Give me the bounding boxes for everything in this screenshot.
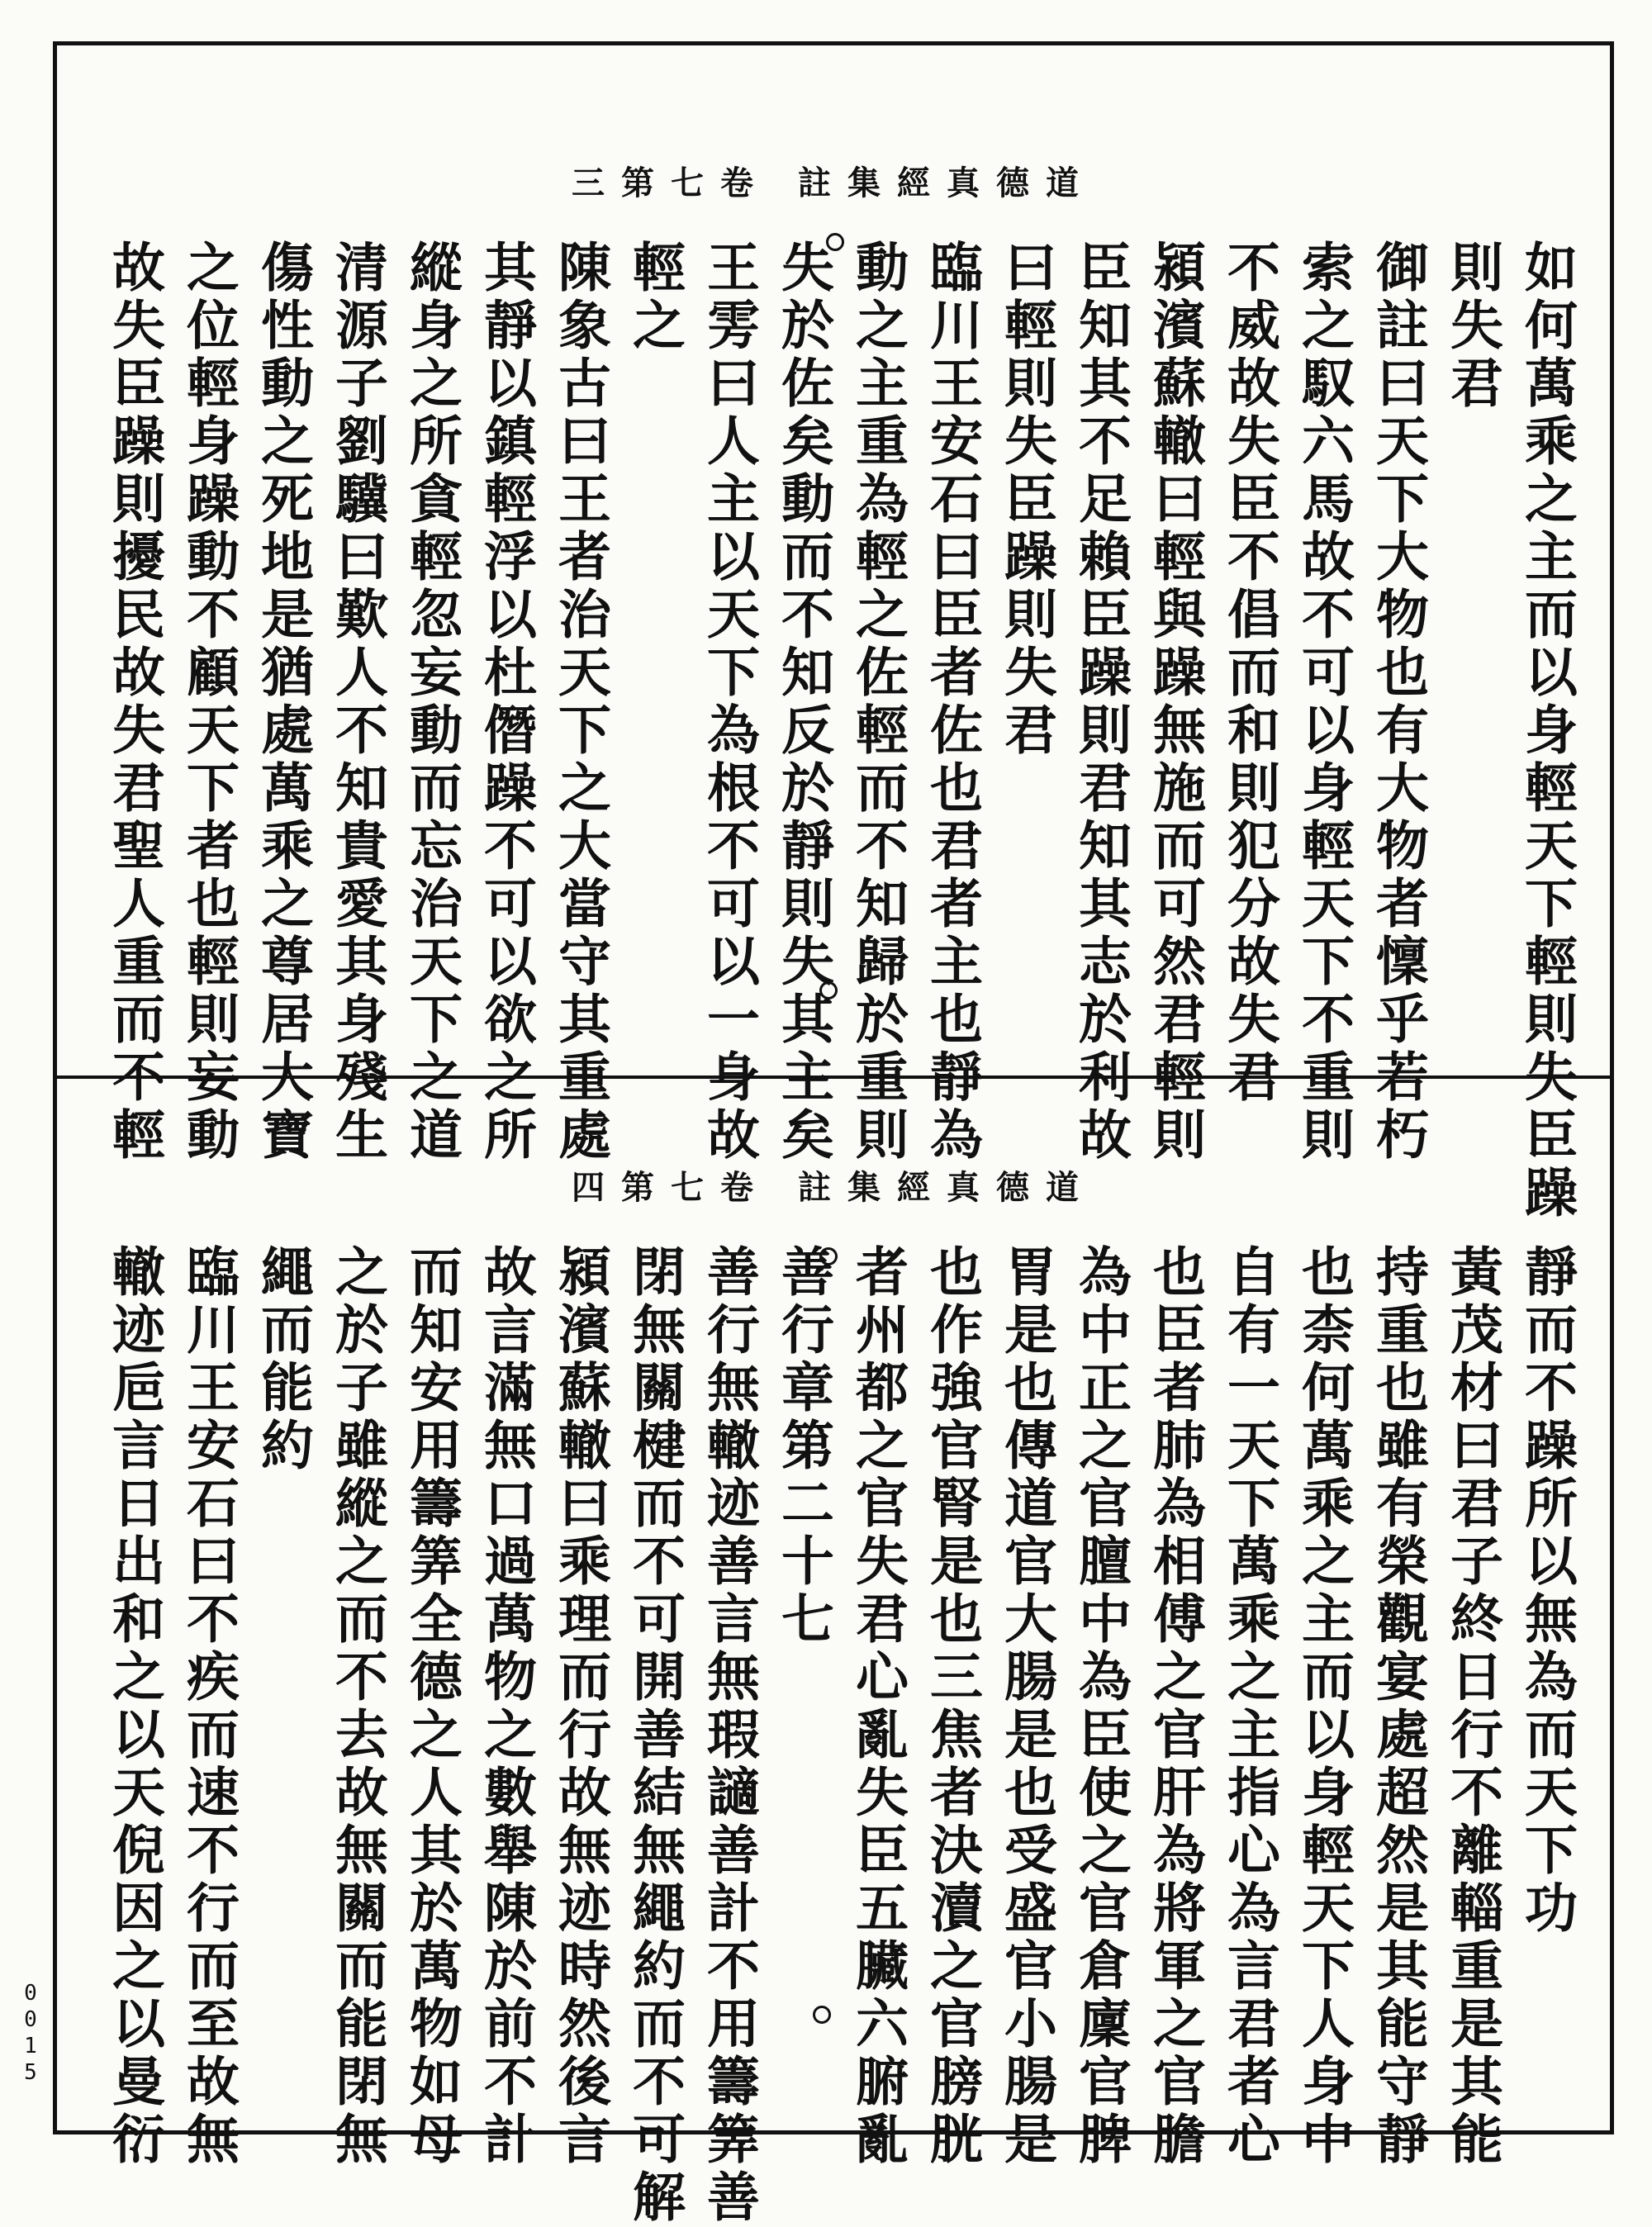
bottom-text-column: 胃是也傳道官大腸是也受盛官小腸是 xyxy=(995,1244,1057,2169)
page-number: 0015 xyxy=(18,1981,43,2087)
bottom-text-column: 靜而不躁所以無為而天下功 xyxy=(1516,1244,1578,1938)
bottom-text-column: 善行章第二十七 xyxy=(772,1244,834,1649)
punctuation-circle xyxy=(813,2006,831,2024)
bottom-text-column: 潁濱蘇轍曰乘理而行故無迹時然後言 xyxy=(549,1244,611,2169)
top-text-column: 曰輕則失臣躁則失君 xyxy=(995,240,1057,760)
bottom-text-column: 故言滿無口過萬物之數舉陳於前不計 xyxy=(475,1244,537,2169)
bottom-text-column: 也作強官腎是也三焦者決瀆之官膀胱 xyxy=(921,1244,983,2169)
bottom-text-column: 也柰何萬乘之主而以身輕天下人身中 xyxy=(1293,1244,1355,2169)
bottom-text-column: 繩而能約 xyxy=(252,1244,314,1475)
top-text-column: 潁濱蘇轍曰輕與躁無施而可然君輕則 xyxy=(1144,240,1206,1165)
top-text-column: 王雱曰人主以天下為根不可以一身故 xyxy=(698,240,760,1165)
bottom-text-column: 而知安用籌筭全德之人其於萬物如母 xyxy=(401,1244,463,2169)
top-text-column: 御註曰天下大物也有大物者懍乎若朽 xyxy=(1367,240,1429,1165)
top-text-column: 其靜以鎮輕浮以杜僭躁不可以欲之所 xyxy=(475,240,537,1165)
bottom-text-column: 持重也雖有榮觀宴處超然是其能守靜 xyxy=(1367,1244,1429,2169)
top-text-column: 如何萬乘之主而以身輕天下輕則失臣躁 xyxy=(1516,240,1578,1223)
top-text-column: 縱身之所貪輕忽妄動而忘治天下之道 xyxy=(401,240,463,1165)
top-text-column: 臣知其不足賴臣躁則君知其志於利故 xyxy=(1070,240,1132,1165)
top-text-column: 則失君 xyxy=(1441,240,1503,413)
punctuation-circle xyxy=(819,1247,838,1265)
bottom-text-column: 善行無轍迹善言無瑕讁善計不用籌筭善 xyxy=(698,1244,760,2227)
top-text-column: 故失臣躁則擾民故失君聖人重而不輕 xyxy=(103,240,165,1165)
top-text-column: 陳象古曰王者治天下之大當守其重處 xyxy=(549,240,611,1165)
bottom-text-column: 為中正之官膻中為臣使之官倉廩官脾 xyxy=(1070,1244,1132,2169)
bottom-text-column: 臨川王安石曰不疾而速不行而至故無 xyxy=(178,1244,240,2169)
top-text-column: 索之馭六馬故不可以身輕天下不重則 xyxy=(1293,240,1355,1165)
punctuation-circle xyxy=(819,981,838,1000)
top-text-column: 臨川王安石曰臣者佐也君者主也靜為 xyxy=(921,240,983,1165)
bottom-text-column: 閉無關楗而不可開善結無繩約而不可解 xyxy=(624,1244,686,2227)
top-text-column: 失於佐矣動而不知反於靜則失其主矣 xyxy=(772,240,834,1165)
top-text-column: 輕之 xyxy=(624,240,686,355)
bottom-text-column: 者州都之官失君心亂失臣五臟六腑亂 xyxy=(847,1244,909,2169)
top-text-column: 傷性動之死地是猶處萬乘之尊居大寶 xyxy=(252,240,314,1165)
punctuation-circle xyxy=(826,233,844,251)
bottom-text-column: 也臣者肺為相傅之官肝為將軍之官膽 xyxy=(1144,1244,1206,2169)
top-text-column: 清源子劉驥曰歎人不知貴愛其身殘生 xyxy=(326,240,388,1165)
top-text-column: 動之主重為輕之佐輕而不知歸於重則 xyxy=(847,240,909,1165)
bottom-panel xyxy=(53,1076,1614,2227)
top-running-header: 三第七卷 註集經真德道 xyxy=(572,164,1095,202)
top-text-column: 不威故失臣不倡而和則犯分故失君 xyxy=(1218,240,1280,1107)
bottom-text-columns xyxy=(86,1244,1578,2227)
bottom-text-column: 黃茂材曰君子終日行不離輜重是其能 xyxy=(1441,1244,1503,2169)
top-text-column: 之位輕身躁動不顧天下者也輕則妄動 xyxy=(178,240,240,1165)
bottom-text-column: 之於子雖縱之而不去故無關而能閉無 xyxy=(326,1244,388,2169)
bottom-text-column: 轍迹巵言日出和之以天倪因之以曼衍 xyxy=(103,1244,165,2169)
bottom-text-column: 自有一天下萬乘之主指心為言君者心 xyxy=(1218,1244,1280,2169)
bottom-running-header: 四第七卷 註集經真德道 xyxy=(572,1168,1095,1207)
